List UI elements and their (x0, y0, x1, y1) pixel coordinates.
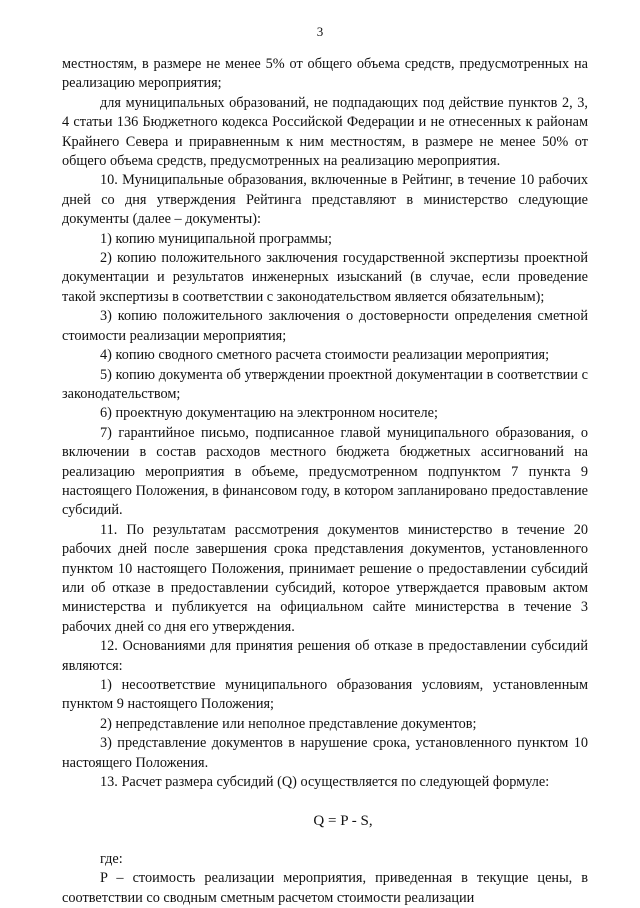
paragraph: 11. По результатам рассмотрения документов министерство в течение 20 рабочих дней после завершения срока представления документов, установленного пунктом 10 настоящего Положения, принимает решение о предоставлении субсидий или об отказе в предоставлении субсидий, которое утверждается правовым актом министерства и публикуется на официальном сайте министерства в течение 3 рабочих дней со дня его утверждения. (62, 521, 588, 635)
text-block-top (62, 55, 588, 792)
paragraph: 3) представление документов в нарушение срока, установленного пунктом 10 настоящего Положения. (62, 735, 588, 771)
paragraph: 5) копию документа об утверждении проектной документации в соответствии с законодательством; (62, 366, 588, 402)
paragraph: местностям, в размере не менее 5% от общего объема средств, предусмотренных на реализацию мероприятия; (62, 56, 588, 92)
formula: Q = P - S, (313, 813, 373, 830)
paragraph: 1) копию муниципальной программы; (100, 230, 332, 247)
text-block-bottom (62, 850, 588, 908)
paragraph: 10. Муниципальные образования, включенные в Рейтинг, в течение 10 рабочих дней со дня утверждения Рейтинга представляют в министерство следующие документы (далее – документы): (62, 172, 588, 228)
paragraph: 1) несоответствие муниципального образования условиям, установленным пунктом 9 настоящего Положения; (62, 677, 588, 713)
paragraph: 13. Расчет размера субсидий (Q) осуществляется по следующей формуле: (100, 774, 550, 791)
paragraph: 3) копию положительного заключения о достоверности определения сметной стоимости реализации мероприятия; (62, 308, 588, 344)
page-number: 3 (316, 24, 324, 39)
document-body (62, 55, 588, 908)
paragraph: 2) непредставление или неполное представление документов; (100, 715, 477, 732)
paragraph: 12. Основаниями для принятия решения об отказе в предоставлении субсидий являются: (62, 638, 588, 674)
paragraph: P – стоимость реализации мероприятия, приведенная в текущие цены, в соответствии со сводным сметным расчетом стоимости реализации (62, 870, 588, 906)
paragraph: 2) копию положительного заключения государственной экспертизы проектной документации и результатов инженерных изысканий (в случае, если проведение такой экспертизы в соответствии с законодательством является обязательным); (62, 250, 588, 305)
paragraph: 6) проектную документацию на электронном носителе; (100, 405, 438, 422)
paragraph: 7) гарантийное письмо, подписанное главой муниципального образования, о включении в состав расходов местного бюджета бюджетных ассигнований на реализацию мероприятия в объеме, предусмотренном подпунктом 7 пункта 9 настоящего Положения, в финансовом году, в котором запланировано предоставление субсидий. (62, 424, 588, 519)
paragraph: где: (100, 850, 123, 867)
paragraph: для муниципальных образований, не подпадающих под действие пунктов 2, 3, 4 статьи 136 Бюджетного кодекса Российской Федерации и не отнесенных к районам Крайнего Севера и приравненным к ним местностям, в размере не менее 50% от общего объема средств, предусмотренных на реализацию мероприятия. (62, 94, 588, 170)
paragraph: 4) копию сводного сметного расчета стоимости реализации мероприятия; (100, 347, 550, 364)
